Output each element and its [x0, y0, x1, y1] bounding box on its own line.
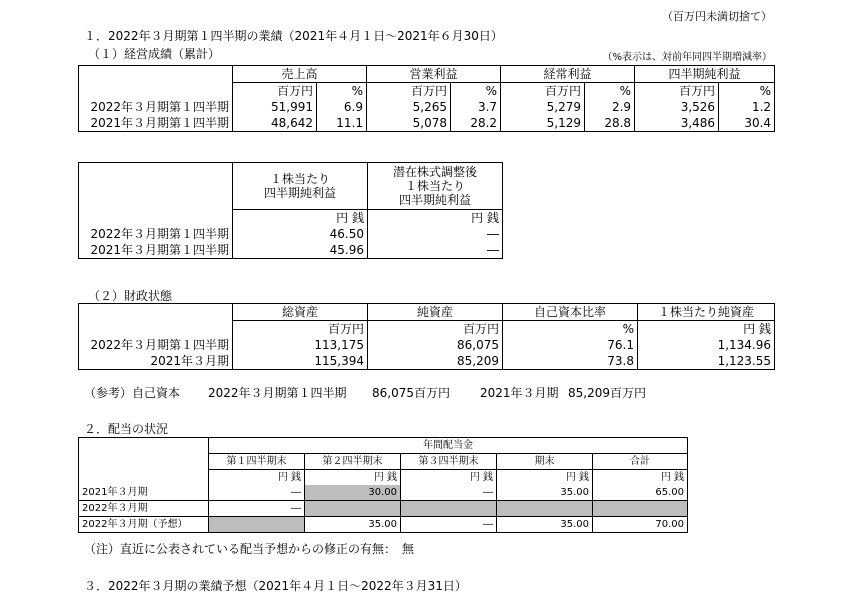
value-cell: 115,394 — [233, 353, 368, 370]
unit-cell: 円 銭 — [497, 470, 593, 486]
value-cell — [497, 501, 593, 517]
row-label: 2022年３月期（予想） — [79, 517, 209, 533]
value-cell: 28.2 — [451, 115, 501, 132]
unit-cell: 百万円 — [368, 321, 503, 338]
value-cell: 1,123.55 — [638, 353, 775, 370]
unit-blank — [79, 321, 233, 338]
section1-title: １．2022年３月期第１四半期の業績（2021年４月１日～2021年６月30日） — [84, 29, 503, 43]
col-header-ordinary-profit: 経常利益 — [501, 66, 635, 83]
value-cell: 86,075 — [368, 337, 503, 353]
unit-cell: % — [317, 83, 367, 100]
value-cell: 6.9 — [317, 99, 367, 115]
value-cell: 70.00 — [593, 517, 688, 533]
value-cell — [209, 517, 305, 533]
value-cell: 35.00 — [497, 485, 593, 501]
table-row — [79, 485, 688, 501]
header-line: １株当たり — [404, 179, 465, 193]
row-label: 2021年３月期第１四半期 — [79, 115, 233, 132]
col-header-q3: 第３四半期末 — [401, 454, 497, 470]
header-blank — [79, 304, 233, 321]
value-cell: ― — [401, 485, 497, 501]
table-row — [79, 99, 775, 115]
equity-reference-period1: 2022年３月期第１四半期 — [208, 386, 347, 400]
value-cell: ― — [209, 501, 305, 517]
value-cell: 30.00 — [305, 485, 401, 501]
value-cell: 3.7 — [451, 99, 501, 115]
table-row — [79, 115, 775, 132]
unit-blank — [79, 210, 233, 227]
table-row — [79, 226, 503, 242]
value-cell: 1.2 — [719, 99, 775, 115]
value-cell: 76.1 — [503, 337, 638, 353]
header-line: 潜在株式調整後 — [392, 165, 477, 179]
value-cell: 11.1 — [317, 115, 367, 132]
value-cell — [593, 501, 688, 517]
col-header-total-assets: 総資産 — [233, 304, 368, 321]
value-cell: 113,175 — [233, 337, 368, 353]
value-cell: ― — [368, 226, 503, 242]
value-cell: 30.4 — [719, 115, 775, 132]
row-label: 2021年３月期 — [79, 485, 209, 501]
operating-results-heading: （１）経営成績（累計） — [88, 47, 221, 61]
equity-reference-label: （参考）自己資本 — [84, 386, 181, 400]
col-header-bps: １株当たり純資産 — [638, 304, 775, 321]
header-line: １株当たり — [269, 172, 330, 186]
unit-cell: 円 銭 — [638, 321, 775, 338]
table-row — [79, 501, 688, 517]
unit-cell: 円 銭 — [401, 470, 497, 486]
col-header-eps — [233, 163, 368, 210]
unit-cell: 百万円 — [233, 321, 368, 338]
percentage-note: （%表示は、対前年同四半期増減率） — [602, 52, 772, 63]
col-header-operating-profit: 営業利益 — [367, 66, 501, 83]
value-cell: ― — [401, 517, 497, 533]
value-cell: 5,129 — [501, 115, 585, 132]
unit-blank — [79, 83, 233, 100]
unit-blank — [79, 470, 209, 486]
financial-position-heading: （２）財政状態 — [88, 289, 173, 303]
per-share-table — [78, 162, 503, 259]
value-cell — [401, 501, 497, 517]
table-row — [79, 337, 775, 353]
unit-cell: 円 銭 — [305, 470, 401, 486]
unit-cell: 百万円 — [501, 83, 585, 100]
unit-cell: % — [451, 83, 501, 100]
value-cell: 3,526 — [635, 99, 719, 115]
unit-cell: % — [719, 83, 775, 100]
value-cell: 5,265 — [367, 99, 451, 115]
dividend-revision-note: （注）直近に公表されている配当予想からの修正の有無： 無 — [84, 542, 415, 556]
unit-cell: 円 銭 — [368, 210, 503, 227]
section3-title: ３．2022年３月期の業績予想（2021年４月１日～2022年３月31日） — [84, 579, 467, 593]
operating-results-table — [78, 65, 775, 132]
col-header-sales: 売上高 — [233, 66, 367, 83]
row-label: 2021年３月期第１四半期 — [79, 242, 233, 259]
value-cell: 46.50 — [233, 226, 368, 242]
value-cell: 45.96 — [233, 242, 368, 259]
header-blank — [79, 438, 209, 470]
row-label: 2022年３月期第１四半期 — [79, 337, 233, 353]
header-line: 四半期純利益 — [263, 186, 336, 200]
value-cell: 85,209 — [368, 353, 503, 370]
unit-cell: 百万円 — [635, 83, 719, 100]
value-cell — [305, 501, 401, 517]
header-blank — [79, 163, 233, 210]
unit-cell: 百万円 — [233, 83, 317, 100]
row-label: 2022年３月期第１四半期 — [79, 226, 233, 242]
row-label: 2022年３月期 — [79, 501, 209, 517]
equity-reference-value1: 86,075百万円 — [372, 386, 450, 400]
table-row — [79, 353, 775, 370]
unit-cell: 円 銭 — [209, 470, 305, 486]
value-cell: 5,279 — [501, 99, 585, 115]
col-header-annual-dividend: 年間配当金 — [209, 438, 688, 454]
value-cell: 65.00 — [593, 485, 688, 501]
value-cell: 51,991 — [233, 99, 317, 115]
value-cell: 48,642 — [233, 115, 317, 132]
value-cell: ― — [209, 485, 305, 501]
value-cell: 35.00 — [305, 517, 401, 533]
value-cell: 1,134.96 — [638, 337, 775, 353]
col-header-year-end: 期末 — [497, 454, 593, 470]
col-header-equity-ratio: 自己資本比率 — [503, 304, 638, 321]
col-header-q1: 第１四半期末 — [209, 454, 305, 470]
financial-position-table — [78, 303, 775, 370]
row-label: 2021年３月期 — [79, 353, 233, 370]
value-cell: ― — [368, 242, 503, 259]
table-row — [79, 517, 688, 533]
col-header-total: 合計 — [593, 454, 688, 470]
row-label: 2022年３月期第１四半期 — [79, 99, 233, 115]
dividend-table — [78, 437, 688, 533]
value-cell: 5,078 — [367, 115, 451, 132]
unit-cell: % — [503, 321, 638, 338]
table-row — [79, 242, 503, 259]
value-cell: 2.9 — [585, 99, 635, 115]
col-header-q2: 第２四半期末 — [305, 454, 401, 470]
unit-note: （百万円未満切捨て） — [662, 10, 772, 23]
value-cell: 73.8 — [503, 353, 638, 370]
equity-reference-period2: 2021年３月期 — [480, 386, 559, 400]
unit-cell: 百万円 — [367, 83, 451, 100]
col-header-net-assets: 純資産 — [368, 304, 503, 321]
header-line: 四半期純利益 — [398, 193, 471, 207]
equity-reference-value2: 85,209百万円 — [568, 386, 646, 400]
value-cell: 3,486 — [635, 115, 719, 132]
unit-cell: % — [585, 83, 635, 100]
unit-cell: 円 銭 — [593, 470, 688, 486]
col-header-net-income: 四半期純利益 — [635, 66, 775, 83]
unit-cell: 円 銭 — [233, 210, 368, 227]
value-cell: 28.8 — [585, 115, 635, 132]
value-cell: 35.00 — [497, 517, 593, 533]
col-header-diluted-eps — [368, 163, 503, 210]
section2-title: ２．配当の状況 — [84, 422, 169, 436]
header-blank — [79, 66, 233, 83]
